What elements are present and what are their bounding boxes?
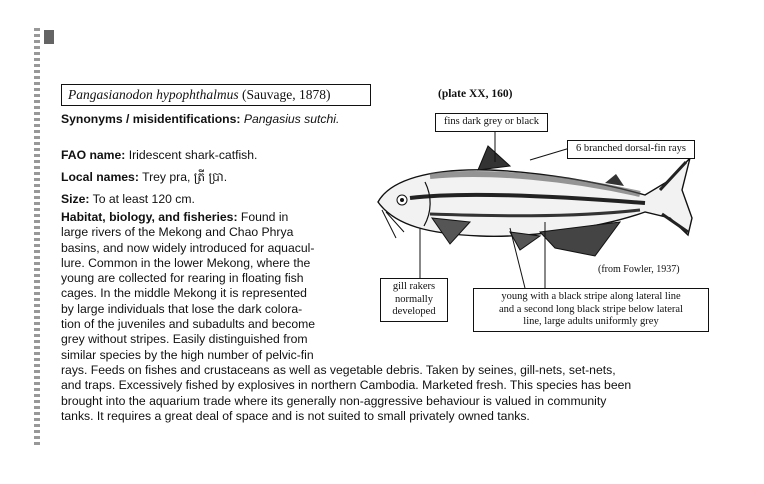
local-names-section — [61, 170, 361, 185]
species-name: Pangasianodon hypophthalmus — [68, 87, 239, 102]
local-names-value: Trey pra, ត្រី ប្រា. — [142, 170, 228, 184]
habitat-full-line: brought into the aquarium trade where its generally non-aggressive behaviour is valued in community — [61, 393, 607, 408]
habitat-section — [61, 210, 361, 363]
habitat-line: by large individuals that lose the dark colora- — [61, 301, 303, 316]
habitat-line: tion of the juveniles and subadults and become — [61, 317, 316, 332]
local-names-label: Local names: — [61, 170, 139, 184]
habitat-line: similar species by the high number of pelvic-fin — [61, 347, 314, 362]
plate-reference: (plate XX, 160) — [438, 88, 513, 100]
fao-section — [61, 148, 361, 163]
habitat-line: young are collected for rearing in floating fish — [61, 271, 304, 286]
figure-credit: (from Fowler, 1937) — [598, 264, 680, 275]
synonyms-value: Pangasius sutchi. — [243, 112, 340, 126]
callout-gill-rakers: gill rakers normally developed — [380, 278, 448, 322]
habitat-full-line: rays. Feeds on fishes and crustaceans as well as vegetable debris. Taken by seines, gill-nets, set-nets, — [61, 363, 616, 377]
habitat-full-line: and traps. Excessively fished by explosives in northern Cambodia. Marketed fresh. This species has been — [61, 378, 632, 393]
synonyms-section — [61, 112, 361, 127]
fao-value: Iridescent shark-catfish. — [128, 148, 258, 162]
habitat-full-line: tanks. It requires a great deal of space and is not suited to small privately owned tanks. — [61, 408, 530, 423]
habitat-line: basins, and now widely introduced for aquacul- — [61, 240, 315, 255]
callout-fins: fins dark grey or black — [435, 113, 548, 132]
habitat-label: Habitat, biology, and fisheries: — [61, 210, 238, 224]
habitat-line: cages. In the middle Mekong it is represented — [61, 286, 307, 301]
habitat-line: grey without stripes. Easily distinguished from — [61, 332, 308, 347]
habitat-line: large rivers of the Mekong and Chao Phrya — [61, 225, 294, 240]
size-value: To at least 120 cm. — [92, 192, 195, 206]
callout-young-stripes: young with a black stripe along lateral line and a second long black stripe below lateral line, large adults uniformly grey — [473, 288, 709, 332]
species-authority: (Sauvage, 1878) — [242, 87, 331, 102]
fao-label: FAO name: — [61, 148, 126, 162]
habitat-line: Habitat, biology, and fisheries: Found in — [61, 210, 289, 224]
size-label: Size: — [61, 192, 90, 206]
habitat-continued — [61, 363, 726, 424]
synonyms-label: Synonyms / misidentifications: — [61, 112, 241, 126]
habitat-line: lure. Common in the lower Mekong, where the — [61, 255, 311, 270]
size-section — [61, 192, 361, 207]
callout-dorsal-rays: 6 branched dorsal-fin rays — [567, 140, 695, 159]
